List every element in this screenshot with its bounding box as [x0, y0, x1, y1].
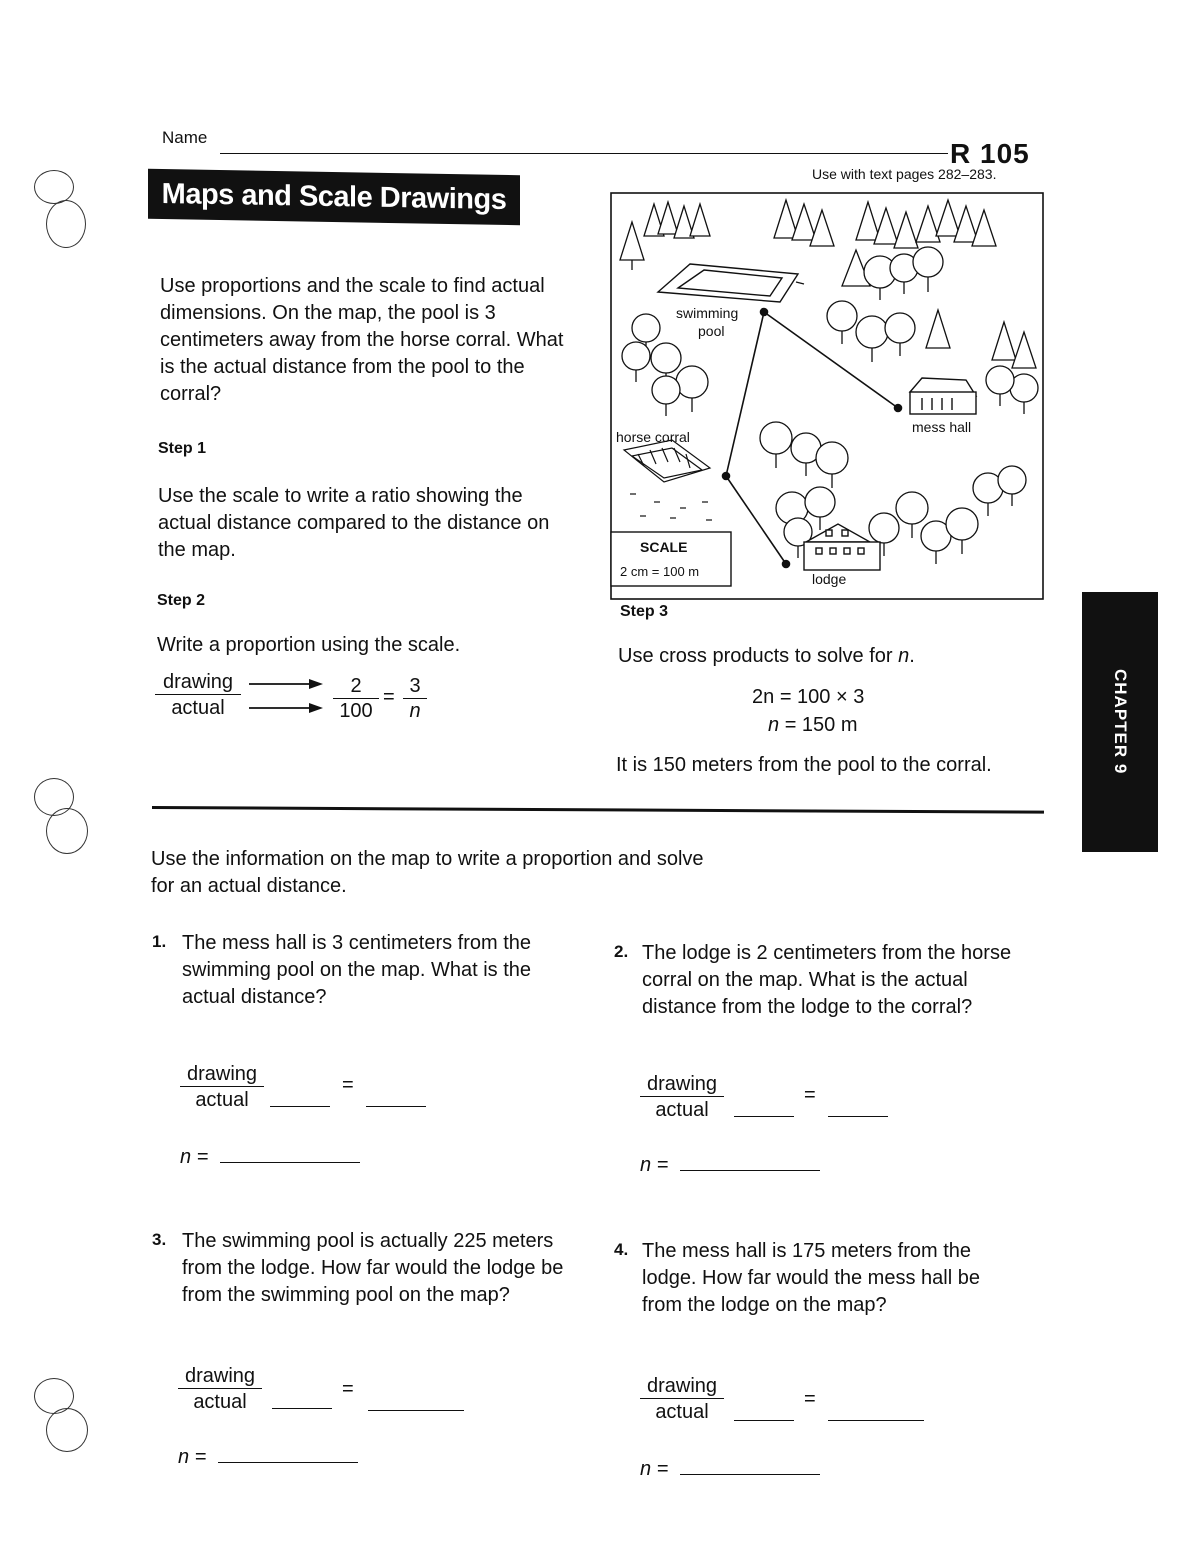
frac1-numerator: 2: [333, 674, 379, 699]
answer-blank[interactable]: [366, 1106, 426, 1107]
answer-blank[interactable]: [828, 1116, 888, 1117]
answer-blank[interactable]: [734, 1420, 794, 1421]
problem-3: [152, 1228, 592, 1309]
mess-hall-shape: [910, 378, 976, 414]
n-answer-blank[interactable]: [218, 1462, 358, 1463]
binder-hole: [34, 170, 74, 204]
map-label-mess-hall: mess hall: [912, 419, 972, 435]
problem-1-n: [180, 1146, 360, 1169]
actual-label: actual: [195, 1089, 249, 1111]
step3-text-suffix: .: [909, 645, 915, 667]
name-label: Name: [162, 128, 208, 147]
frac1-denominator: 100: [339, 700, 373, 722]
problem-text: The lodge is 2 centimeters from the horse corral on the map. What is the actual distance from the lodge to the corral?: [642, 942, 1012, 1018]
problem-1: [152, 930, 592, 1011]
arrows-icon: [247, 676, 327, 716]
intro-text: Use proportions and the scale to find actual dimensions. On the map, the pool is 3 centimeters away from the horse corral. What is the actual distance from the pool to the corral?: [160, 275, 564, 405]
answer-blank[interactable]: [368, 1410, 464, 1411]
step2-text: Write a proportion using the scale.: [157, 634, 461, 656]
equals-sign: =: [342, 1074, 354, 1096]
answer-blank[interactable]: [272, 1408, 332, 1409]
drawing-label: drawing: [155, 670, 241, 695]
frac2-numerator: 3: [403, 674, 427, 699]
problem-4: [614, 1238, 1054, 1319]
answer-blank[interactable]: [270, 1106, 330, 1107]
step3-text: [618, 643, 1038, 670]
step1-text: Use the scale to write a ratio showing the actual distance compared to the distance on the map.: [158, 485, 550, 561]
eq1-left: 2n: [752, 686, 775, 708]
scale-value: 2 cm = 100 m: [620, 564, 700, 579]
answer-blank[interactable]: [734, 1116, 794, 1117]
map-label-pool: pool: [698, 323, 725, 339]
n-label: n =: [640, 1458, 669, 1480]
drawing-label: drawing: [640, 1374, 724, 1399]
eq1-right: = 100 × 3: [779, 686, 865, 708]
actual-label: actual: [655, 1099, 709, 1121]
step3-equation-2: [768, 712, 858, 739]
chapter-tab-label: CHAPTER 9: [1111, 669, 1130, 775]
binder-hole: [46, 808, 88, 854]
n-label: n =: [180, 1146, 209, 1168]
eq2-left: n: [768, 714, 780, 736]
instructions-text: Use the information on the map to write a proportion and solve for an actual distance.: [151, 848, 704, 897]
drawing-label: drawing: [178, 1364, 262, 1389]
step3-conclusion: It is 150 meters from the pool to the corral.: [616, 754, 992, 776]
problem-4-n: [640, 1458, 820, 1481]
actual-label: actual: [193, 1391, 247, 1413]
name-field-line: [220, 153, 948, 154]
problem-text: The mess hall is 175 meters from the lodge. How far would the mess hall be from the lodge on the map?: [642, 1240, 980, 1316]
map-label-swimming: swimming: [676, 305, 739, 321]
step3-text-prefix: Use cross products to solve for: [618, 645, 899, 667]
problem-number: 1.: [152, 932, 167, 951]
section-divider: [152, 806, 1044, 814]
use-with-note: Use with text pages 282–283.: [812, 166, 997, 182]
n-label: n =: [640, 1154, 669, 1176]
problem-number: 3.: [152, 1230, 167, 1249]
frac2-denominator: n: [409, 700, 421, 722]
problem-number: 4.: [614, 1240, 629, 1259]
problem-2-n: [640, 1154, 820, 1177]
page-code: R 105: [950, 138, 1030, 169]
problem-text: The mess hall is 3 centimeters from the swimming pool on the map. What is the actual distance?: [182, 932, 532, 1008]
scale-title: SCALE: [640, 539, 688, 555]
n-answer-blank[interactable]: [680, 1170, 820, 1171]
problem-number: 2.: [614, 942, 629, 961]
camp-map: [610, 192, 1044, 600]
map-label-horse-corral: horse corral: [616, 429, 690, 445]
equals-sign: =: [342, 1378, 354, 1400]
binder-hole: [46, 1408, 88, 1452]
actual-label: actual: [655, 1401, 709, 1423]
step3-equation-1: [752, 684, 864, 711]
eq2-right: = 150 m: [784, 714, 858, 736]
problem-3-n: [178, 1446, 358, 1469]
equals-sign: =: [383, 686, 395, 708]
n-answer-blank[interactable]: [220, 1162, 360, 1163]
page-title: Maps and Scale Drawings: [148, 169, 520, 225]
map-label-lodge: lodge: [812, 571, 847, 587]
drawing-label: drawing: [640, 1072, 724, 1097]
problem-2: [614, 940, 1054, 1021]
n-label: n =: [178, 1446, 207, 1468]
equals-sign: =: [804, 1388, 816, 1410]
actual-label: actual: [171, 697, 225, 719]
binder-hole: [46, 200, 86, 248]
problem-text: The swimming pool is actually 225 meters from the lodge. How far would the lodge be from the swimming pool on the map?: [182, 1230, 564, 1306]
equals-sign: =: [804, 1084, 816, 1106]
step3-var: n: [898, 645, 910, 667]
answer-blank[interactable]: [828, 1420, 924, 1421]
drawing-label: drawing: [180, 1062, 264, 1087]
step3-label: Step 3: [620, 603, 669, 620]
n-answer-blank[interactable]: [680, 1474, 820, 1475]
step2-label: Step 2: [157, 592, 206, 609]
step1-label: Step 1: [158, 440, 207, 457]
